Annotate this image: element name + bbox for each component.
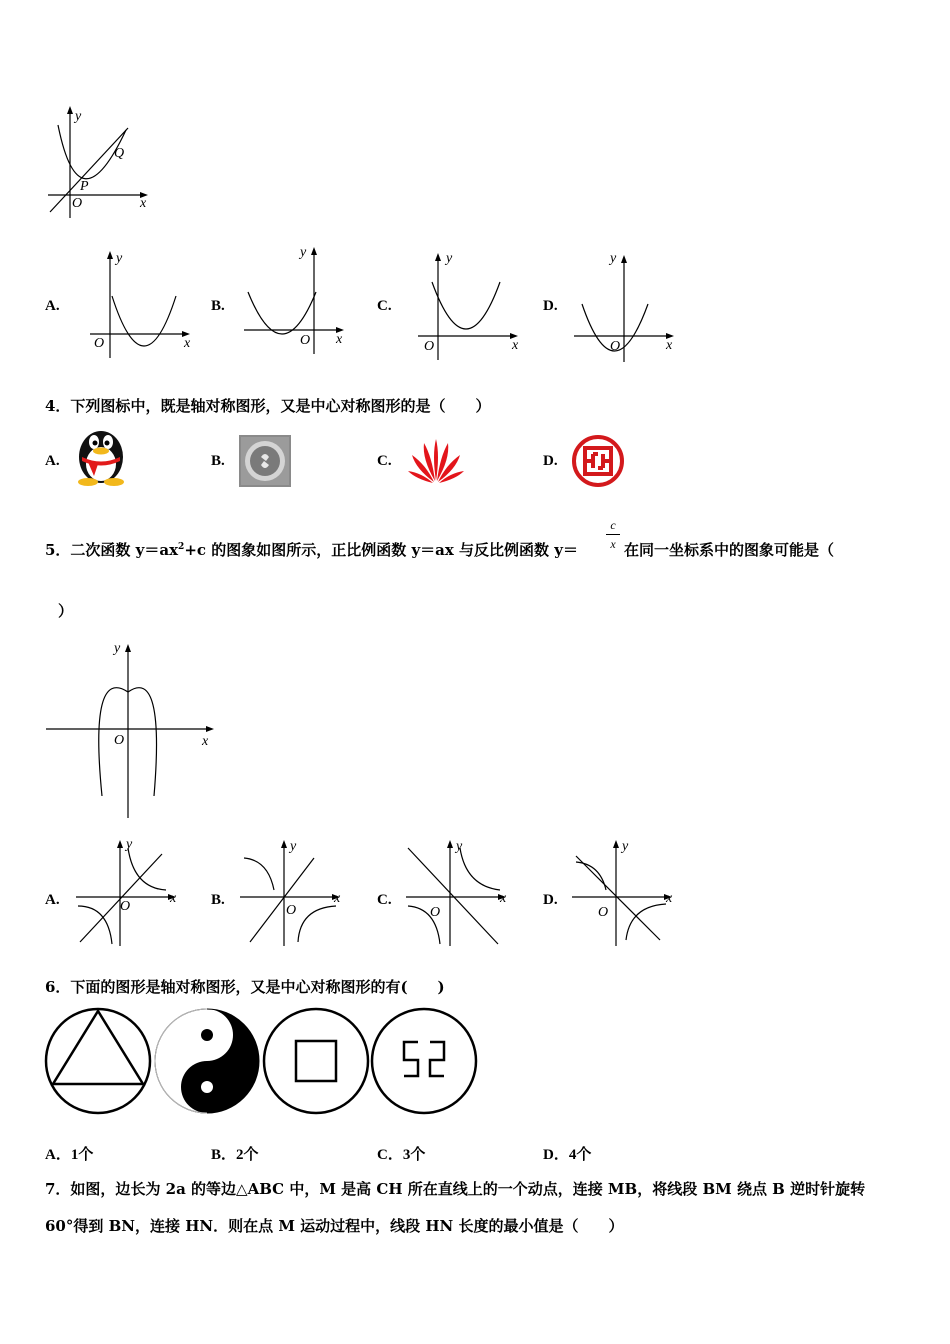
svg-text:x: x — [140, 196, 147, 211]
svg-text:y: y — [126, 837, 133, 852]
q4-question-text: 4．下列图标中，既是轴对称图形，又是中心对称图形的是（ ） — [45, 397, 491, 415]
q6-figures — [44, 1006, 484, 1118]
q5-fraction — [606, 518, 620, 551]
q5-exponent: 2 — [178, 542, 185, 552]
q6-option-b[interactable]: B．2个 — [211, 1147, 259, 1163]
q7-question-line1: 7．如图，边长为 2a 的等边△ABC 中，M 是高 CH 所在直线上的一个动点，连接 MB，将线段 BM 绕点 B 逆时针旋转 — [45, 1180, 866, 1198]
q5-fraction-denominator: x — [610, 537, 616, 551]
svg-text:Q: Q — [114, 146, 125, 161]
svg-text:x: x — [336, 332, 343, 347]
q5-option-c-graph[interactable] — [402, 836, 514, 948]
q5-option-a-label[interactable]: A. — [45, 892, 60, 908]
q3-option-d-label[interactable]: D. — [543, 298, 558, 314]
q4-option-b-label[interactable]: B. — [211, 453, 225, 469]
circle-square-figure — [264, 1009, 368, 1113]
svg-text:O: O — [120, 899, 131, 914]
q6-option-a[interactable]: A．1个 — [45, 1147, 94, 1163]
svg-text:x: x — [202, 734, 209, 749]
svg-text:y: y — [116, 251, 123, 266]
svg-text:x: x — [666, 338, 673, 353]
svg-text:x: x — [512, 338, 519, 353]
circle-triangle-figure — [46, 1009, 150, 1113]
svg-text:x: x — [334, 891, 341, 906]
q4-option-d-label[interactable]: D. — [543, 453, 558, 469]
q5-question-text-end: 在同一坐标系中的图象可能是（ — [624, 541, 835, 559]
q4-option-a-label[interactable]: A. — [45, 453, 60, 469]
svg-text:x: x — [500, 891, 507, 906]
svg-text:x: x — [184, 336, 191, 351]
q3-option-b-label[interactable]: B. — [211, 298, 225, 314]
q5-option-b-graph[interactable] — [236, 836, 348, 948]
q6-option-d[interactable]: D．4个 — [543, 1147, 592, 1163]
q5-question-text — [45, 539, 578, 560]
q5-given-graph — [44, 636, 219, 821]
svg-text:y: y — [610, 251, 617, 266]
q3-option-c-graph[interactable] — [414, 248, 524, 363]
circle-pattern-figure — [372, 1009, 476, 1113]
svg-text:y: y — [446, 251, 453, 266]
svg-text:y: y — [290, 839, 297, 854]
huawei-flower-icon[interactable] — [406, 437, 466, 485]
svg-text:O: O — [424, 339, 435, 354]
svg-text:O: O — [300, 333, 311, 348]
svg-text:y: y — [622, 839, 629, 854]
svg-text:O: O — [114, 733, 125, 748]
svg-text:O: O — [598, 905, 609, 920]
yin-yang-figure — [155, 1009, 259, 1113]
q7-question-line2: 60°得到 BN，连接 HN．则在点 M 运动过程中，线段 HN 长度的最小值是（ ） — [45, 1217, 624, 1235]
svg-text:O: O — [286, 903, 297, 918]
svg-text:y: y — [75, 109, 82, 124]
q5-option-d-graph[interactable] — [568, 836, 680, 948]
q5-fraction-numerator: c — [610, 518, 616, 532]
svg-text:O: O — [430, 905, 441, 920]
svg-text:O: O — [610, 339, 621, 354]
qq-penguin-icon[interactable] — [74, 424, 128, 486]
q3-option-c-label[interactable]: C. — [377, 298, 392, 314]
q6-question-text: 6．下面的图形是轴对称图形，又是中心对称图形的有( ) — [45, 978, 445, 996]
q5-text-pre: 5．二次函数 y＝ax — [45, 541, 179, 559]
svg-text:P: P — [80, 179, 89, 194]
q3-option-d-graph[interactable] — [570, 248, 680, 366]
q3-given-graph — [44, 100, 156, 220]
q5-option-b-label[interactable]: B. — [211, 892, 225, 908]
circle-logo-icon[interactable] — [239, 435, 291, 487]
svg-text:y: y — [114, 641, 121, 656]
svg-text:O: O — [72, 196, 83, 211]
svg-text:y: y — [300, 245, 307, 260]
q3-option-b-graph[interactable] — [240, 240, 350, 355]
q5-close-paren: ） — [58, 602, 74, 620]
q3-option-a-label[interactable]: A. — [45, 298, 60, 314]
svg-text:x: x — [666, 891, 673, 906]
svg-text:x: x — [170, 891, 177, 906]
svg-text:O: O — [94, 336, 105, 351]
q5-text-mid: +c 的图象如图所示，正比例函数 y＝ax 与反比例函数 y＝ — [184, 541, 578, 559]
svg-text:y: y — [456, 839, 463, 854]
q4-option-c-label[interactable]: C. — [377, 453, 392, 469]
icbc-bank-icon[interactable] — [571, 434, 625, 488]
q5-option-c-label[interactable]: C. — [377, 892, 392, 908]
q3-option-a-graph[interactable] — [86, 246, 196, 361]
q6-option-c[interactable]: C．3个 — [377, 1147, 426, 1163]
q5-option-d-label[interactable]: D. — [543, 892, 558, 908]
q5-option-a-graph[interactable] — [72, 836, 184, 948]
